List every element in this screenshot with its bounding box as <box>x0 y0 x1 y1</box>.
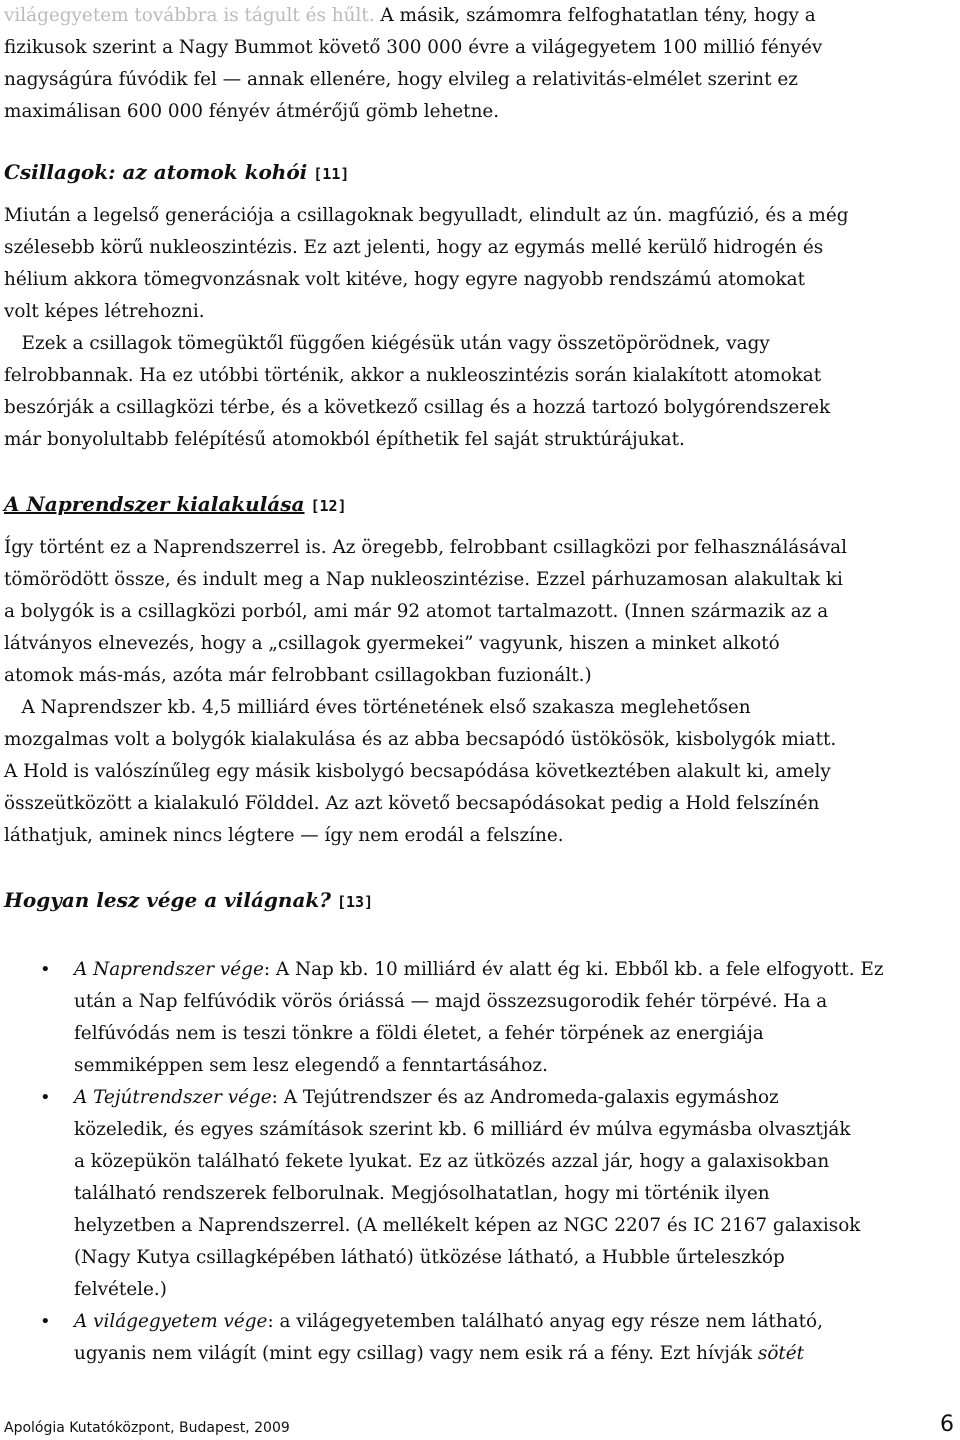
section-heading-stars-title: Csillagok: az atomok kohói <box>4 160 308 184</box>
list-item-line: (Nagy Kutya csillagképében látható) ütközése látható, a Hubble űrteleszkóp <box>74 1247 785 1268</box>
s1p2-line: felrobbannak. Ha ez utóbbi történik, akkor a nukleoszintézis során kialakított atomokat <box>4 365 822 386</box>
list-item-line: után a Nap felfúvódik vörös óriássá — majd összezsugorodik fehér törpévé. Ha a <box>74 991 828 1012</box>
list-item-line: felfúvódás nem is teszi tönkre a földi életet, a fehér törpének az energiája <box>74 1023 764 1044</box>
list-item-line: közeledik, és egyes számítások szerint kb. 6 milliárd év múlva egymásba olvasztják <box>74 1119 851 1140</box>
list-item <box>4 954 954 1082</box>
section2-paragraph-2 <box>4 692 952 852</box>
section-heading-end-of-world <box>4 884 373 918</box>
list-item-line <box>74 1082 954 1114</box>
list-item-text: ugyanis nem világít (mint egy csillag) vagy nem esik rá a fény. Ezt hívják <box>74 1343 758 1364</box>
s2p1-line: tömörödött össze, és indult meg a Nap nukleoszintézise. Ezzel párhuzamosan alakultak ki <box>4 569 843 590</box>
list-item-term: A világegyetem vége <box>74 1311 268 1332</box>
bullet-icon: • <box>40 1087 51 1108</box>
s2p1-line: a bolygók is a csillagközi porból, ami már 92 atomot tartalmazott. (Innen származik az a <box>4 601 829 622</box>
s1p1-line: volt képes létrehozni. <box>4 301 205 322</box>
s2p2-line: mozgalmas volt a bolygók kialakulása és az abba becsapódó üstökösök, kisbolygók miatt. <box>4 729 837 750</box>
s1p2-line: Ezek a csillagok tömegüktől függően kiégésük után vagy összetöpörödnek, vagy <box>4 333 770 354</box>
section1-paragraph-1 <box>4 200 952 328</box>
reference-link-13[interactable]: [13] <box>336 893 374 911</box>
s1p2-line: beszórják a csillagközi térbe, és a következő csillag és a hozzá tartozó bolygórendszerek <box>4 397 831 418</box>
section-heading-solar-system <box>4 488 347 522</box>
intro-line-1-faded: világegyetem továbbra is tágult és hűlt. <box>4 5 375 26</box>
list-item-line: felvétele.) <box>74 1279 167 1300</box>
list-item-term: A Naprendszer vége <box>74 959 264 980</box>
list-item-line: semmiképpen sem lesz elegendő a fenntartásához. <box>74 1055 548 1076</box>
s2p1-line: Így történt ez a Naprendszerrel is. Az öregebb, felrobbant csillagközi por felhasználásával <box>4 537 847 558</box>
s1p1-line: Miután a legelső generációja a csillagoknak begyulladt, elindult az ún. magfúzió, és a még <box>4 205 849 226</box>
list-item-text: : a világegyetemben található anyag egy része nem látható, <box>267 1311 823 1332</box>
s2p1-line: atomok más-más, azóta már felrobbant csillagokban fuzionált.) <box>4 665 592 686</box>
s2p2-line: összeütközött a kialakuló Földdel. Az azt követő becsapódásokat pedig a Hold felszínén <box>4 793 820 814</box>
s2p1-line: látványos elnevezés, hogy a „csillagok gyermekei” vagyunk, hiszen a minket alkotó <box>4 633 780 654</box>
section2-paragraph-1 <box>4 532 952 692</box>
intro-line-1-rest: A másik, számomra felfoghatatlan tény, hogy a <box>374 5 816 26</box>
list-item-italic-word: sötét <box>757 1343 805 1364</box>
intro-line-2: fizikusok szerint a Nagy Bummot követő 300 000 évre a világegyetem 100 millió fényév <box>4 37 823 58</box>
s1p1-line: hélium akkora tömegvonzásnak volt kitéve, hogy egyre nagyobb rendszámú atomokat <box>4 269 806 290</box>
list-item-text: : A Tejútrendszer és az Andromeda-galaxis egymáshoz <box>271 1087 779 1108</box>
list-item-line: található rendszerek felborulnak. Megjósolhatatlan, hogy mi történik ilyen <box>74 1183 770 1204</box>
intro-line-4: maximálisan 600 000 fényév átmérőjű gömb lehetne. <box>4 101 500 122</box>
list-item-line <box>74 1306 954 1338</box>
bullet-icon: • <box>40 1311 51 1332</box>
s1p1-line: szélesebb körű nukleoszintézis. Ez azt jelenti, hogy az egymás mellé kerülő hidrogén és <box>4 237 824 258</box>
page-footer <box>4 1412 954 1440</box>
section-heading-stars <box>4 156 349 190</box>
s2p2-line: láthatjuk, aminek nincs légtere — így nem erodál a felszíne. <box>4 825 564 846</box>
list-item <box>4 1082 954 1306</box>
s1p2-line: már bonyolultabb felépítésű atomokból építhetik fel saját struktúrájukat. <box>4 429 685 450</box>
list-item <box>4 1306 954 1370</box>
section-heading-end-of-world-title: Hogyan lesz vége a világnak? <box>4 888 331 912</box>
list-item-line <box>74 954 954 986</box>
bullet-icon: • <box>40 959 51 980</box>
list-item-line: helyzetben a Naprendszerrel. (A mellékelt képen az NGC 2207 és IC 2167 galaxisok <box>74 1215 861 1236</box>
reference-link-12[interactable]: [12] <box>310 497 347 515</box>
reference-link-11[interactable]: [11] <box>313 165 350 183</box>
intro-line-3: nagyságúra fúvódik fel — annak ellenére, hogy elvileg a relativitás-elmélet szerint ez <box>4 69 798 90</box>
intro-paragraph <box>4 0 952 128</box>
list-item-line: a közepükön található fekete lyukat. Ez az ütközés azzal jár, hogy a galaxisokban <box>74 1151 830 1172</box>
list-item-line <box>74 1338 954 1370</box>
s2p2-line: A Naprendszer kb. 4,5 milliárd éves történetének első szakasza meglehetősen <box>4 697 751 718</box>
end-of-world-list <box>4 954 954 1370</box>
page-number: 6 <box>940 1412 954 1437</box>
footer-publisher: Apológia Kutatóközpont, Budapest, 2009 <box>4 1420 290 1436</box>
intro-line-1 <box>4 0 952 32</box>
list-item-term: A Tejútrendszer vége <box>74 1087 272 1108</box>
section1-paragraph-2 <box>4 328 952 456</box>
section-heading-solar-system-title: A Naprendszer kialakulása <box>4 492 305 516</box>
s2p2-line: A Hold is valószínűleg egy másik kisbolygó becsapódása következtében alakult ki, amely <box>4 761 831 782</box>
list-item-text: : A Nap kb. 10 milliárd év alatt ég ki. Ebből kb. a fele elfogyott. Ez <box>263 959 884 980</box>
